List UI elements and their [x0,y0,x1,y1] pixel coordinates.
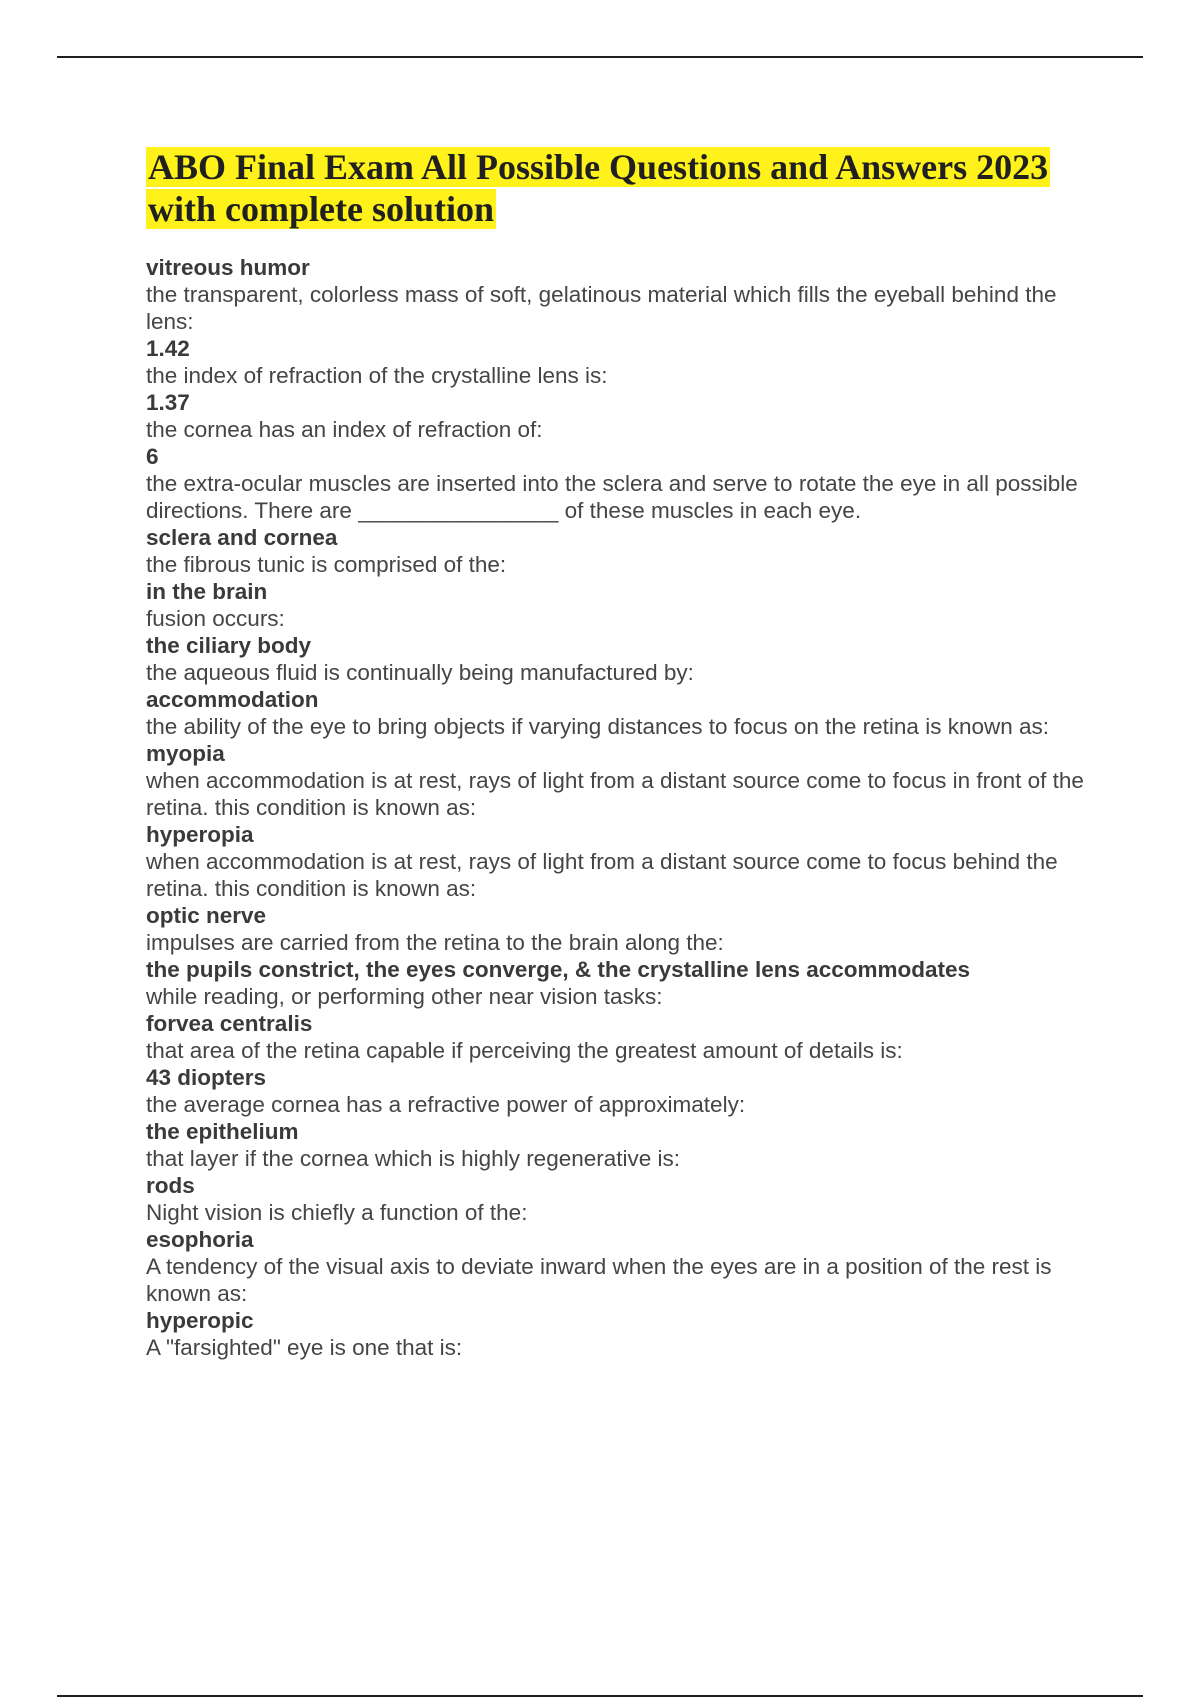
qa-definition: the average cornea has a refractive power of approximately: [146,1092,746,1117]
qa-definition: the fibrous tunic is comprised of the: [146,552,507,577]
qa-item [146,1118,1094,1172]
qa-term: the pupils constrict, the eyes converge, & the crystalline lens accommodates [146,957,971,982]
qa-list [146,254,1094,1361]
qa-term: hyperopic [146,1308,254,1333]
bottom-rule [57,1695,1143,1697]
qa-term: the epithelium [146,1119,299,1144]
qa-term: optic nerve [146,903,267,928]
qa-term: esophoria [146,1227,254,1252]
qa-item [146,1064,1094,1118]
qa-definition: that layer if the cornea which is highly regenerative is: [146,1146,681,1171]
qa-definition: while reading, or performing other near vision tasks: [146,984,663,1009]
qa-term: 1.42 [146,336,190,361]
qa-term: vitreous humor [146,255,310,280]
qa-item [146,1226,1094,1307]
qa-definition: the aqueous fluid is continually being manufactured by: [146,660,694,685]
qa-definition: when accommodation is at rest, rays of light from a distant source come to focus behind the retina. this condition is known as: [146,849,1058,901]
qa-term: hyperopia [146,822,254,847]
qa-item [146,632,1094,686]
qa-item [146,443,1094,524]
qa-item [146,740,1094,821]
qa-definition: the transparent, colorless mass of soft, gelatinous material which fills the eyeball behind the lens: [146,282,1057,334]
qa-definition: the ability of the eye to bring objects if varying distances to focus on the retina is known as: [146,714,1049,739]
qa-term: 6 [146,444,159,469]
qa-definition: the cornea has an index of refraction of: [146,417,543,442]
document-title-text: ABO Final Exam All Possible Questions and Answers 2023 with complete solution [148,147,1049,229]
qa-definition: Night vision is chiefly a function of the: [146,1200,528,1225]
qa-definition: when accommodation is at rest, rays of light from a distant source come to focus in front of the retina. this condition is known as: [146,768,1084,820]
qa-item [146,686,1094,740]
qa-item [146,1010,1094,1064]
qa-definition: that area of the retina capable if perceiving the greatest amount of details is: [146,1038,903,1063]
qa-item [146,524,1094,578]
qa-item [146,1172,1094,1226]
qa-term: myopia [146,741,225,766]
qa-term: accommodation [146,687,319,712]
qa-term: the ciliary body [146,633,312,658]
qa-definition: the extra-ocular muscles are inserted into the sclera and serve to rotate the eye in all possible directions. There are ________________ of these muscles in each eye. [146,471,1078,523]
qa-item [146,1307,1094,1361]
qa-term: in the brain [146,579,268,604]
qa-definition: the index of refraction of the crystalline lens is: [146,363,608,388]
qa-item [146,821,1094,902]
qa-term: rods [146,1173,195,1198]
top-rule [57,56,1143,58]
qa-item [146,254,1094,335]
qa-item [146,956,1094,1010]
document-title [146,146,1094,230]
qa-item [146,335,1094,389]
document-body [146,146,1094,1361]
qa-definition: impulses are carried from the retina to the brain along the: [146,930,724,955]
qa-term: sclera and cornea [146,525,338,550]
qa-term: 43 diopters [146,1065,267,1090]
qa-term: 1.37 [146,390,190,415]
qa-item [146,578,1094,632]
qa-term: forvea centralis [146,1011,313,1036]
qa-definition: A tendency of the visual axis to deviate inward when the eyes are in a position of the rest is known as: [146,1254,1052,1306]
qa-definition: A "farsighted" eye is one that is: [146,1335,463,1360]
qa-definition: fusion occurs: [146,606,285,631]
qa-item [146,902,1094,956]
qa-item [146,389,1094,443]
